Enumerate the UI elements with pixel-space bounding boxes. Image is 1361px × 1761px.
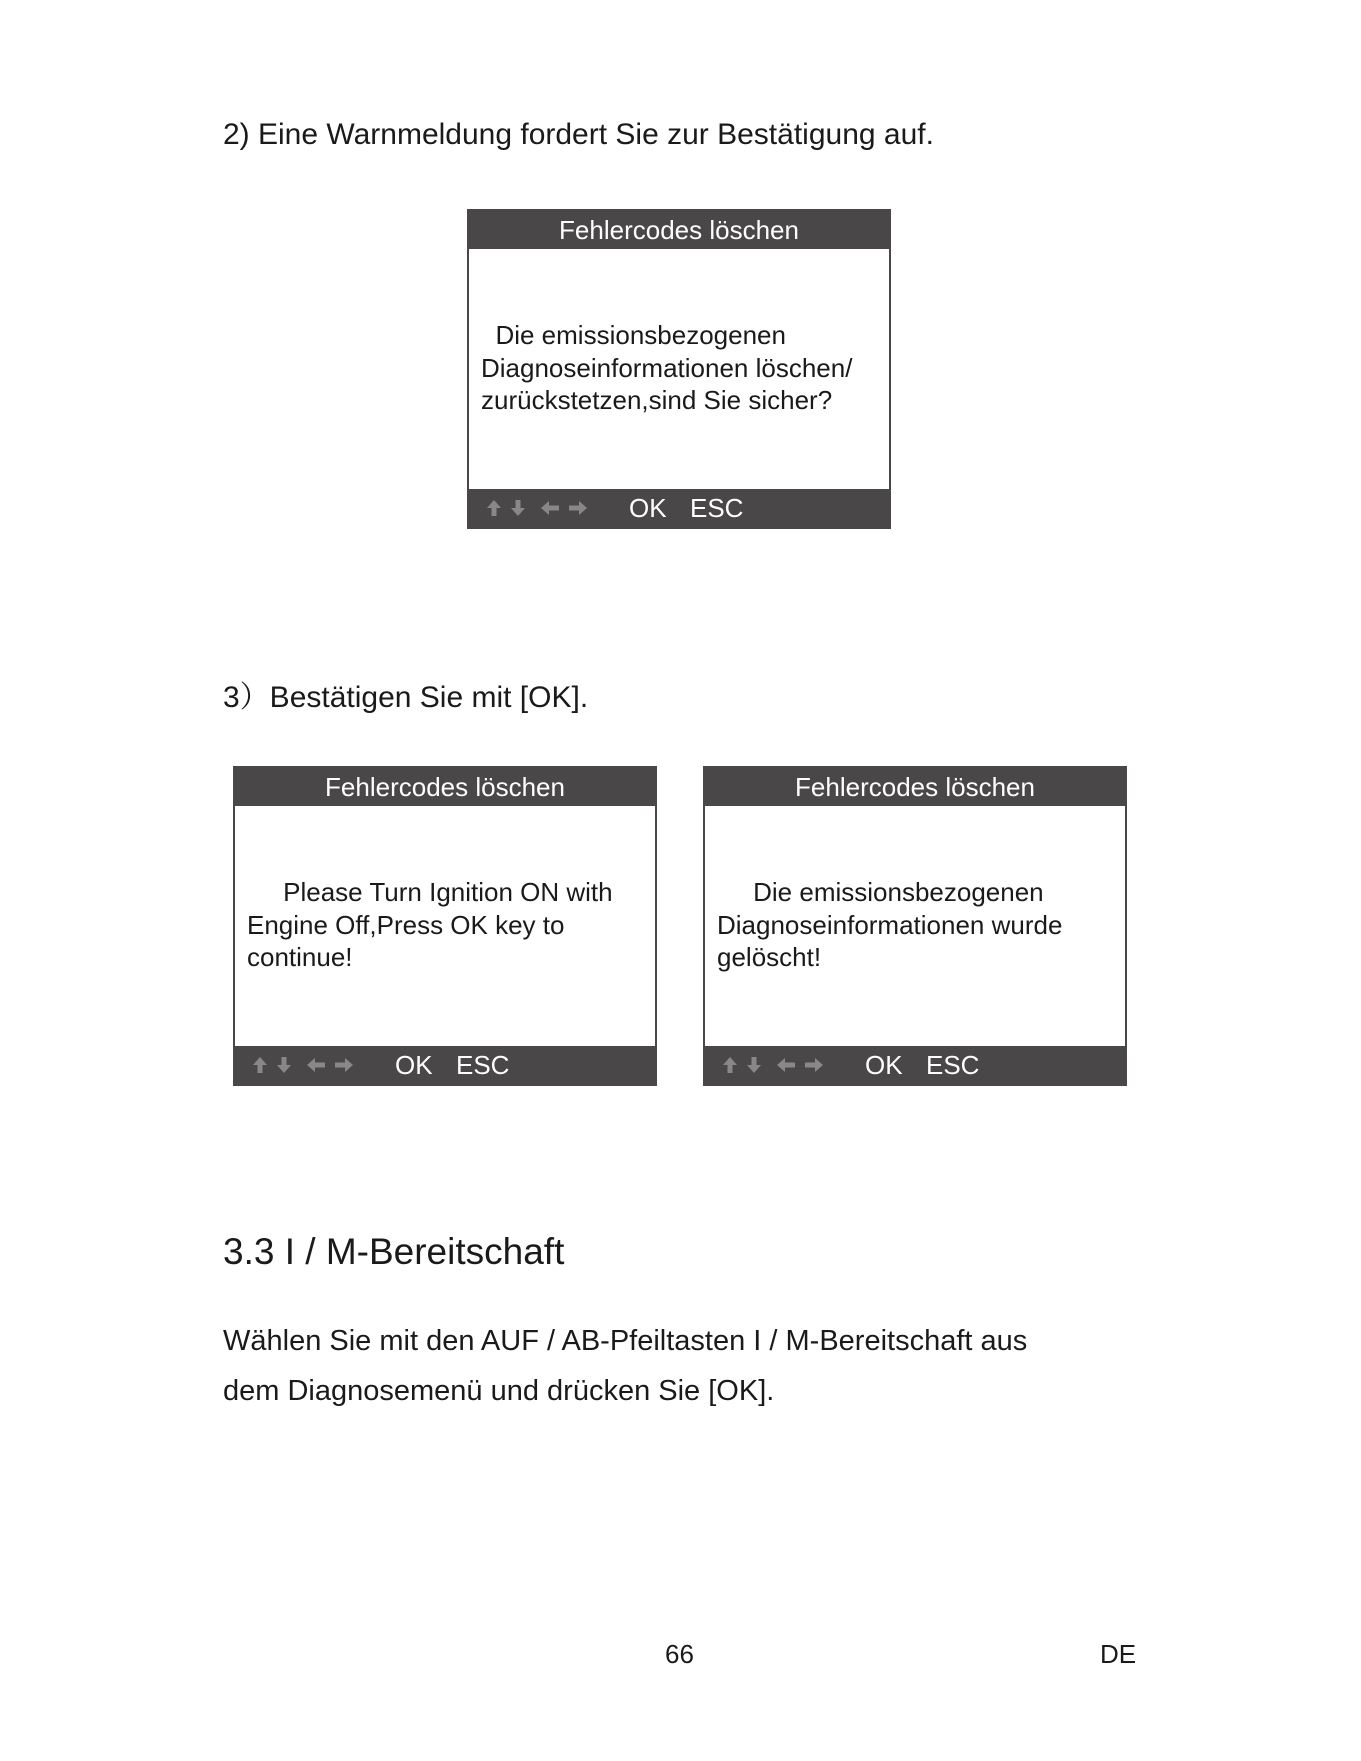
screen-message-line: Engine Off,Press OK key to <box>247 909 565 940</box>
arrow-right-icon <box>801 1054 827 1076</box>
screen-message-line: continue! <box>247 942 353 972</box>
screen-message-line: Diagnoseinformationen wurde <box>717 909 1063 940</box>
screen-message-line: gelöscht! <box>717 942 822 972</box>
screen-footer <box>469 489 889 527</box>
esc-button[interactable]: ESC <box>690 493 744 523</box>
section-paragraph <box>223 1316 1027 1416</box>
esc-button[interactable]: ESC <box>456 1050 510 1080</box>
nav-arrows <box>483 489 591 527</box>
step-3-text: 3）Bestätigen Sie mit [OK]. <box>223 681 589 714</box>
section-heading: 3.3 I / M-Bereitschaft <box>223 1231 565 1272</box>
arrow-right-icon <box>565 497 591 519</box>
arrow-down-icon <box>507 497 529 519</box>
screen-message-line: Please Turn Ignition ON with <box>247 877 613 907</box>
page-number: 66 <box>665 1639 694 1669</box>
screen-title: Fehlercodes löschen <box>235 768 655 806</box>
paragraph-line: dem Diagnosemenü und drücken Sie [OK]. <box>223 1375 775 1407</box>
screen-message-line: zurückstetzen,sind Sie sicher? <box>481 385 833 415</box>
screen-footer <box>705 1046 1125 1084</box>
arrow-left-icon <box>773 1054 799 1076</box>
device-screen-ignition <box>233 766 657 1086</box>
screen-message-line: Die emissionsbezogenen <box>481 320 786 350</box>
arrow-left-icon <box>537 497 563 519</box>
arrow-down-icon <box>743 1054 765 1076</box>
screen-message-line: Die emissionsbezogenen <box>717 877 1044 907</box>
screen-title: Fehlercodes löschen <box>705 768 1125 806</box>
screen-message <box>717 876 1117 974</box>
screen-message-line: Diagnoseinformationen löschen/ <box>481 352 853 383</box>
language-code: DE <box>1100 1639 1137 1669</box>
arrow-left-icon <box>303 1054 329 1076</box>
ok-button[interactable]: OK <box>865 1050 903 1080</box>
arrow-up-icon <box>249 1054 271 1076</box>
arrow-down-icon <box>273 1054 295 1076</box>
screen-message <box>481 319 881 417</box>
arrow-up-icon <box>483 497 505 519</box>
nav-arrows <box>249 1046 357 1084</box>
screen-title: Fehlercodes löschen <box>469 211 889 249</box>
paragraph-line: Wählen Sie mit den AUF / AB-Pfeiltasten I / M-Bereitschaft aus <box>223 1325 1028 1357</box>
step-2-text: 2) Eine Warnmeldung fordert Sie zur Bestätigung auf. <box>223 118 934 151</box>
device-screen-confirm-clear <box>467 209 891 529</box>
arrow-up-icon <box>719 1054 741 1076</box>
arrow-right-icon <box>331 1054 357 1076</box>
esc-button[interactable]: ESC <box>926 1050 980 1080</box>
ok-button[interactable]: OK <box>629 493 667 523</box>
device-screen-cleared <box>703 766 1127 1086</box>
ok-button[interactable]: OK <box>395 1050 433 1080</box>
screen-message <box>247 876 647 974</box>
nav-arrows <box>719 1046 827 1084</box>
screen-footer <box>235 1046 655 1084</box>
